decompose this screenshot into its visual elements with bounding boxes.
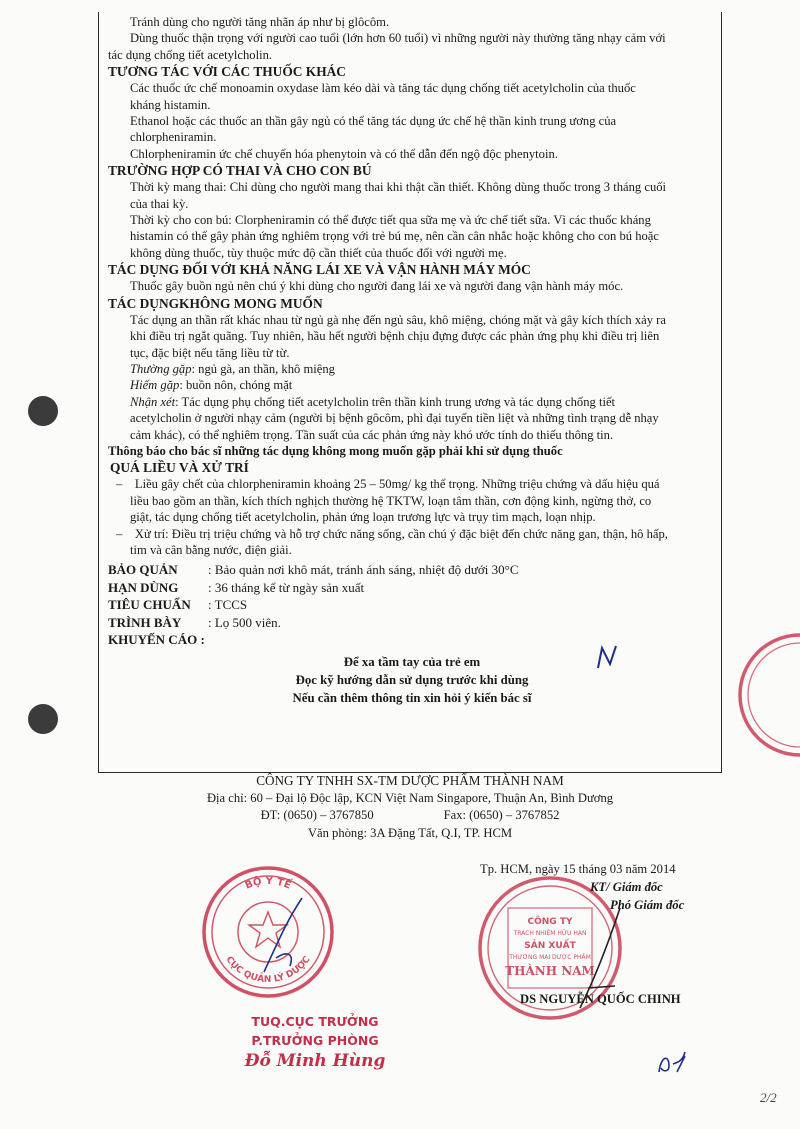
company-seal-text: SẢN XUẤT	[524, 941, 576, 951]
overdose-line: Liều gây chết của chlorpheniramin khoảng 25 – 50mg/ kg thể trọng. Những triệu chứng và dấu hiệu quá	[134, 477, 660, 492]
paragraph-line: Thời kỳ cho con bú: Clorpheniramin có thể được tiết qua sữa mẹ và ức chế tiết sữa. Vì các thuốc kháng	[130, 213, 651, 228]
warning-line: Nếu cần thêm thông tin xin hỏi ý kiến bác sĩ	[292, 690, 532, 705]
warning-line: Đọc kỹ hướng dẫn sử dụng trước khi dùng	[295, 672, 529, 687]
intro-line: tác dụng chống tiết acetylcholin.	[108, 47, 273, 62]
gov-title-1: TUQ.CỤC TRƯỞNG	[251, 1014, 379, 1029]
paragraph-line: của thai kỳ.	[130, 196, 189, 211]
svg-text:BỘ Y TẾ	[244, 874, 294, 891]
note-line	[108, 394, 716, 410]
common-label: Thường gặp	[130, 361, 192, 376]
info-value: : Bảo quản nơi khô mát, tránh ánh sáng, nhiệt độ dưới 30°C	[208, 562, 519, 578]
note-text: : Tác dụng phụ chống tiết acetylcholin trên thần kinh trung ương và tác dụng chống tiết	[175, 394, 616, 409]
company-fax: Fax: (0650) – 3767852	[443, 808, 560, 822]
svg-text:CỤC QUẢN LÝ DƯỢC	[223, 955, 312, 985]
company-phone: ĐT: (0650) – 3767850	[260, 808, 374, 822]
gov-seal-bottom-text: CỤC QUẢN LÝ DƯỢC	[223, 954, 313, 986]
paragraph-line: tục, đặc biệt nếu tăng liều từ từ.	[130, 345, 290, 360]
paragraph-line: Tác dụng an thần rất khác nhau từ ngủ gà nhẹ đến ngủ sâu, khô miệng, chóng mặt và gây kích thích xảy ra	[130, 312, 666, 327]
info-row-presentation	[108, 614, 716, 632]
paragraph-line: tim và cân bằng nước, điện giải.	[130, 542, 292, 557]
paragraph-line: Ethanol hoặc các thuốc an thần gây ngủ có thể tăng tác dụng ức chế hệ thần kinh trung ương của	[130, 114, 617, 129]
intro-line: Tránh dùng cho người tăng nhãn áp như bị glôcôm.	[130, 15, 390, 29]
section-title-side-effects: TÁC DỤNGKHÔNG MONG MUỐN	[108, 295, 323, 311]
company-seal-text: TRÁCH NHIỆM HỮU HẠN	[513, 930, 587, 937]
section-title-interactions: TƯƠNG TÁC VỚI CÁC THUỐC KHÁC	[108, 64, 346, 80]
overdose-item-1: – Liều gây chết của chlorpheniramin khoảng 25 – 50mg/ kg thể trọng. Những triệu chứng và dấu hiệu quá	[116, 477, 660, 492]
notice-line: Thông báo cho bác sĩ những tác dụng không mong muốn gặp phải khi sử dụng thuốc	[108, 443, 563, 458]
overdose-item-2: – Xử trí: Điều trị triệu chứng và hỗ trợ chức năng sống, cần chú ý đặc biệt đến chức năng gan, thận, hô hấp,	[116, 526, 668, 541]
gov-title-2: P.TRƯỞNG PHÒNG	[251, 1033, 379, 1048]
gov-signer-name: Đỗ Minh Hùng	[244, 1051, 386, 1071]
paragraph-line: liều bao gồm an thần, kích thích nghịch thường hệ TKTW, loạn tâm thần, cơn động kinh, ngừng thở, co	[130, 493, 652, 508]
company-info	[98, 772, 722, 842]
paragraph-line: khi điều trị ngắt quãng. Tuy nhiên, hầu hết người bệnh chịu đựng được các phản ứng phụ khi điều trị liên	[130, 329, 660, 344]
document-body	[108, 14, 716, 707]
info-key: TRÌNH BÀY	[108, 614, 182, 630]
paragraph-line: kháng histamin.	[130, 97, 211, 112]
paragraph-line: cảm khác), có thể nghiêm trọng. Tần suất của các phản ứng này khó ước tính do thiếu thông tin.	[130, 427, 614, 442]
section-title-pregnancy: TRƯỜNG HỢP CÓ THAI VÀ CHO CON BÚ	[108, 163, 372, 179]
blue-signature-icon	[264, 898, 302, 972]
paragraph-line: Chlorpheniramin ức chế chuyển hóa phenytoin và có thể dẫn đến ngộ độc phenytoin.	[130, 146, 558, 161]
company-office: Văn phòng: 3A Đặng Tất, Q.I, TP. HCM	[307, 825, 513, 840]
info-row-storage	[108, 561, 716, 579]
sign-name: DS NGUYỄN QUỐC CHINH	[520, 992, 681, 1006]
initial-mark-icon	[655, 1046, 689, 1076]
edge-seal-icon	[730, 630, 800, 760]
punch-hole-bottom	[28, 704, 58, 734]
info-row-standard	[108, 596, 716, 614]
warnings-block	[108, 653, 716, 707]
overdose-line: Xử trí: Điều trị triệu chứng và hỗ trợ chức năng sống, cần chú ý đặc biệt đến chức năng gan, thận, hô hấp,	[134, 526, 668, 541]
info-key: KHUYẾN CÁO :	[108, 632, 205, 648]
gov-signature-block	[240, 1012, 390, 1071]
note-label: Nhận xét	[130, 394, 176, 409]
info-value: : TCCS	[208, 597, 248, 613]
sign-role-2: Phó Giám đốc	[610, 898, 685, 912]
company-name: CÔNG TY TNHH SX-TM DƯỢC PHẨM THÀNH NAM	[256, 773, 564, 788]
info-value: : 36 tháng kể từ ngày sản xuất	[208, 579, 365, 595]
warning-line: Để xa tầm tay của trẻ em	[343, 654, 481, 669]
section-title-driving: TÁC DỤNG ĐỐI VỚI KHẢ NĂNG LÁI XE VÀ VẬN HÀNH MÁY MÓC	[108, 262, 531, 278]
company-address: Địa chỉ: 60 – Đại lộ Độc lập, KCN Việt Nam Singapore, Thuận An, Bình Dương	[206, 790, 614, 805]
paragraph-line: Thuốc gây buồn ngủ nên chú ý khi dùng cho người đang lái xe và người đang vận hành máy móc.	[130, 279, 624, 294]
punch-hole-top	[28, 396, 58, 426]
paragraph-line: acetylcholin ở người nhạy cảm (người bị bệnh gôcôm, phì đại tuyến tiền liệt và những tình trạng dễ nhạy	[130, 411, 659, 426]
section-title-overdose: QUÁ LIỀU VÀ XỬ TRÍ	[110, 460, 249, 476]
company-seal-text: CÔNG TY	[527, 917, 573, 927]
paragraph-line: chlorpheniramin.	[130, 130, 217, 145]
paragraph-line: histamin có thể gây phản ứng nghiêm trọng với trẻ bú mẹ, nên cần cân nhắc hoặc không cho con bú hoặc	[130, 229, 659, 244]
paragraph-line: Thời kỳ mang thai: Chỉ dùng cho người mang thai khi thật cần thiết. Không dùng thuốc trong 3 tháng cuối	[130, 180, 667, 195]
page-number: 2/2	[760, 1090, 777, 1105]
sign-date: Tp. HCM, ngày 15 tháng 03 năm 2014	[480, 862, 676, 876]
sign-role-1: KT/ Giám đốc	[590, 880, 663, 894]
company-contacts	[98, 807, 722, 825]
rare-text: : buồn nôn, chóng mặt	[179, 378, 293, 393]
paragraph-line: không dùng thuốc, tùy thuộc mức độ cần thiết của thuốc đối với người mẹ.	[130, 245, 507, 260]
rare-label: Hiếm gặp	[130, 378, 180, 393]
info-row-expiry	[108, 579, 716, 597]
gov-seal-top-text: BỘ Y TẾ	[243, 875, 293, 892]
company-seal-text: THÀNH NAM	[505, 964, 595, 978]
initial-mark-icon	[592, 642, 622, 672]
rare-effects-line	[108, 377, 716, 393]
info-value: : Lọ 500 viên.	[208, 614, 281, 630]
common-text: : ngủ gà, an thần, khô miệng	[191, 361, 335, 376]
paragraph-line: giật, tác dụng chống tiết acetylcholin, phản ứng loạn trương lực và trụy tim mạch, loạn nhịp.	[130, 510, 596, 525]
common-effects-line	[108, 361, 716, 377]
intro-line: Dùng thuốc thận trọng với người cao tuổi (lớn hơn 60 tuổi) vì những người này thường tăng nhạy cảm với	[130, 31, 666, 46]
company-seal-text: THƯƠNG MẠI DƯỢC PHẨM	[509, 954, 591, 961]
info-key: TIÊU CHUẨN	[108, 597, 191, 613]
info-key: HẠN DÙNG	[108, 579, 179, 595]
info-key: BẢO QUẢN	[108, 562, 178, 578]
paragraph-line: Các thuốc ức chế monoamin oxydase làm kéo dài và tăng tác dụng chống tiết acetylcholin của thuốc	[130, 81, 636, 96]
info-row-warning	[108, 631, 716, 649]
info-table	[108, 561, 716, 649]
gov-seal-icon	[198, 862, 338, 1002]
